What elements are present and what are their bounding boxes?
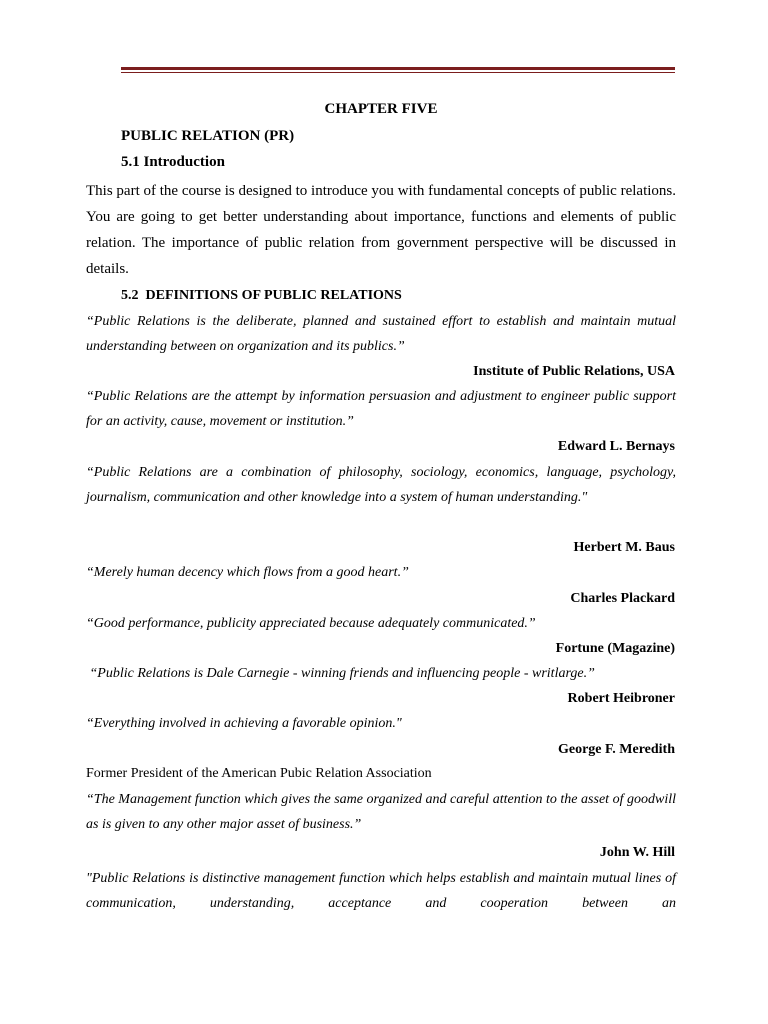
definition-quote: “Public Relations are a combination of philosophy, sociology, economics, language, psychology, journalism, communication and other knowledge into a system of human understanding."	[86, 465, 676, 505]
definition-quote: “Everything involved in achieving a favorable opinion."	[86, 716, 402, 731]
definition-quote: “Public Relations is Dale Carnegie - winning friends and influencing people - writlarge.”	[86, 666, 595, 681]
definition-quote: “Public Relations is the deliberate, planned and sustained effort to establish and maintain mutual understanding between on organization and its publics.”	[86, 314, 676, 354]
section-title: PUBLIC RELATION (PR)	[121, 128, 295, 144]
definitions-heading-number: 5.2	[121, 288, 139, 303]
definition-quote: “Good performance, publicity appreciated because adequately communicated.”	[86, 616, 536, 631]
definition-author: John W. Hill	[599, 845, 675, 860]
definition-author: George F. Meredith	[557, 742, 675, 757]
header-rule-thick	[121, 67, 675, 70]
chapter-title: CHAPTER FIVE	[324, 101, 438, 117]
definition-author: Edward L. Bernays	[557, 439, 675, 454]
definition-quote: “Public Relations are the attempt by information persuasion and adjustment to engineer public support for an activity, cause, movement or institution.”	[86, 389, 676, 429]
definition-author: Herbert M. Baus	[573, 540, 675, 555]
definitions-heading	[121, 288, 402, 304]
definition-author-note: Former President of the American Pubic Relation Association	[86, 766, 432, 781]
definition-author: Fortune (Magazine)	[555, 641, 675, 656]
intro-paragraph: This part of the course is designed to introduce you with fundamental concepts of public relations. You are going to get better understanding about importance, functions and elements of public relation. The importance of public relation from government perspective will be discussed in details.	[86, 183, 676, 277]
definition-author: Robert Heibroner	[567, 691, 675, 706]
definitions-heading-text: DEFINITIONS OF PUBLIC RELATIONS	[145, 288, 402, 303]
definition-quote: “The Management function which gives the same organized and careful attention to the asset of goodwill as is given to any other major asset of business.”	[86, 792, 676, 832]
header-rule-thin	[121, 72, 675, 73]
definition-quote: “Merely human decency which flows from a good heart.”	[86, 565, 409, 580]
definition-quote: "Public Relations is distinctive management function which helps establish and maintain mutual lines of communication, understanding, acceptance and cooperation between an	[86, 871, 676, 911]
definition-author: Institute of Public Relations, USA	[473, 364, 675, 379]
intro-heading: 5.1 Introduction	[121, 154, 225, 170]
definition-author: Charles Plackard	[570, 591, 675, 606]
